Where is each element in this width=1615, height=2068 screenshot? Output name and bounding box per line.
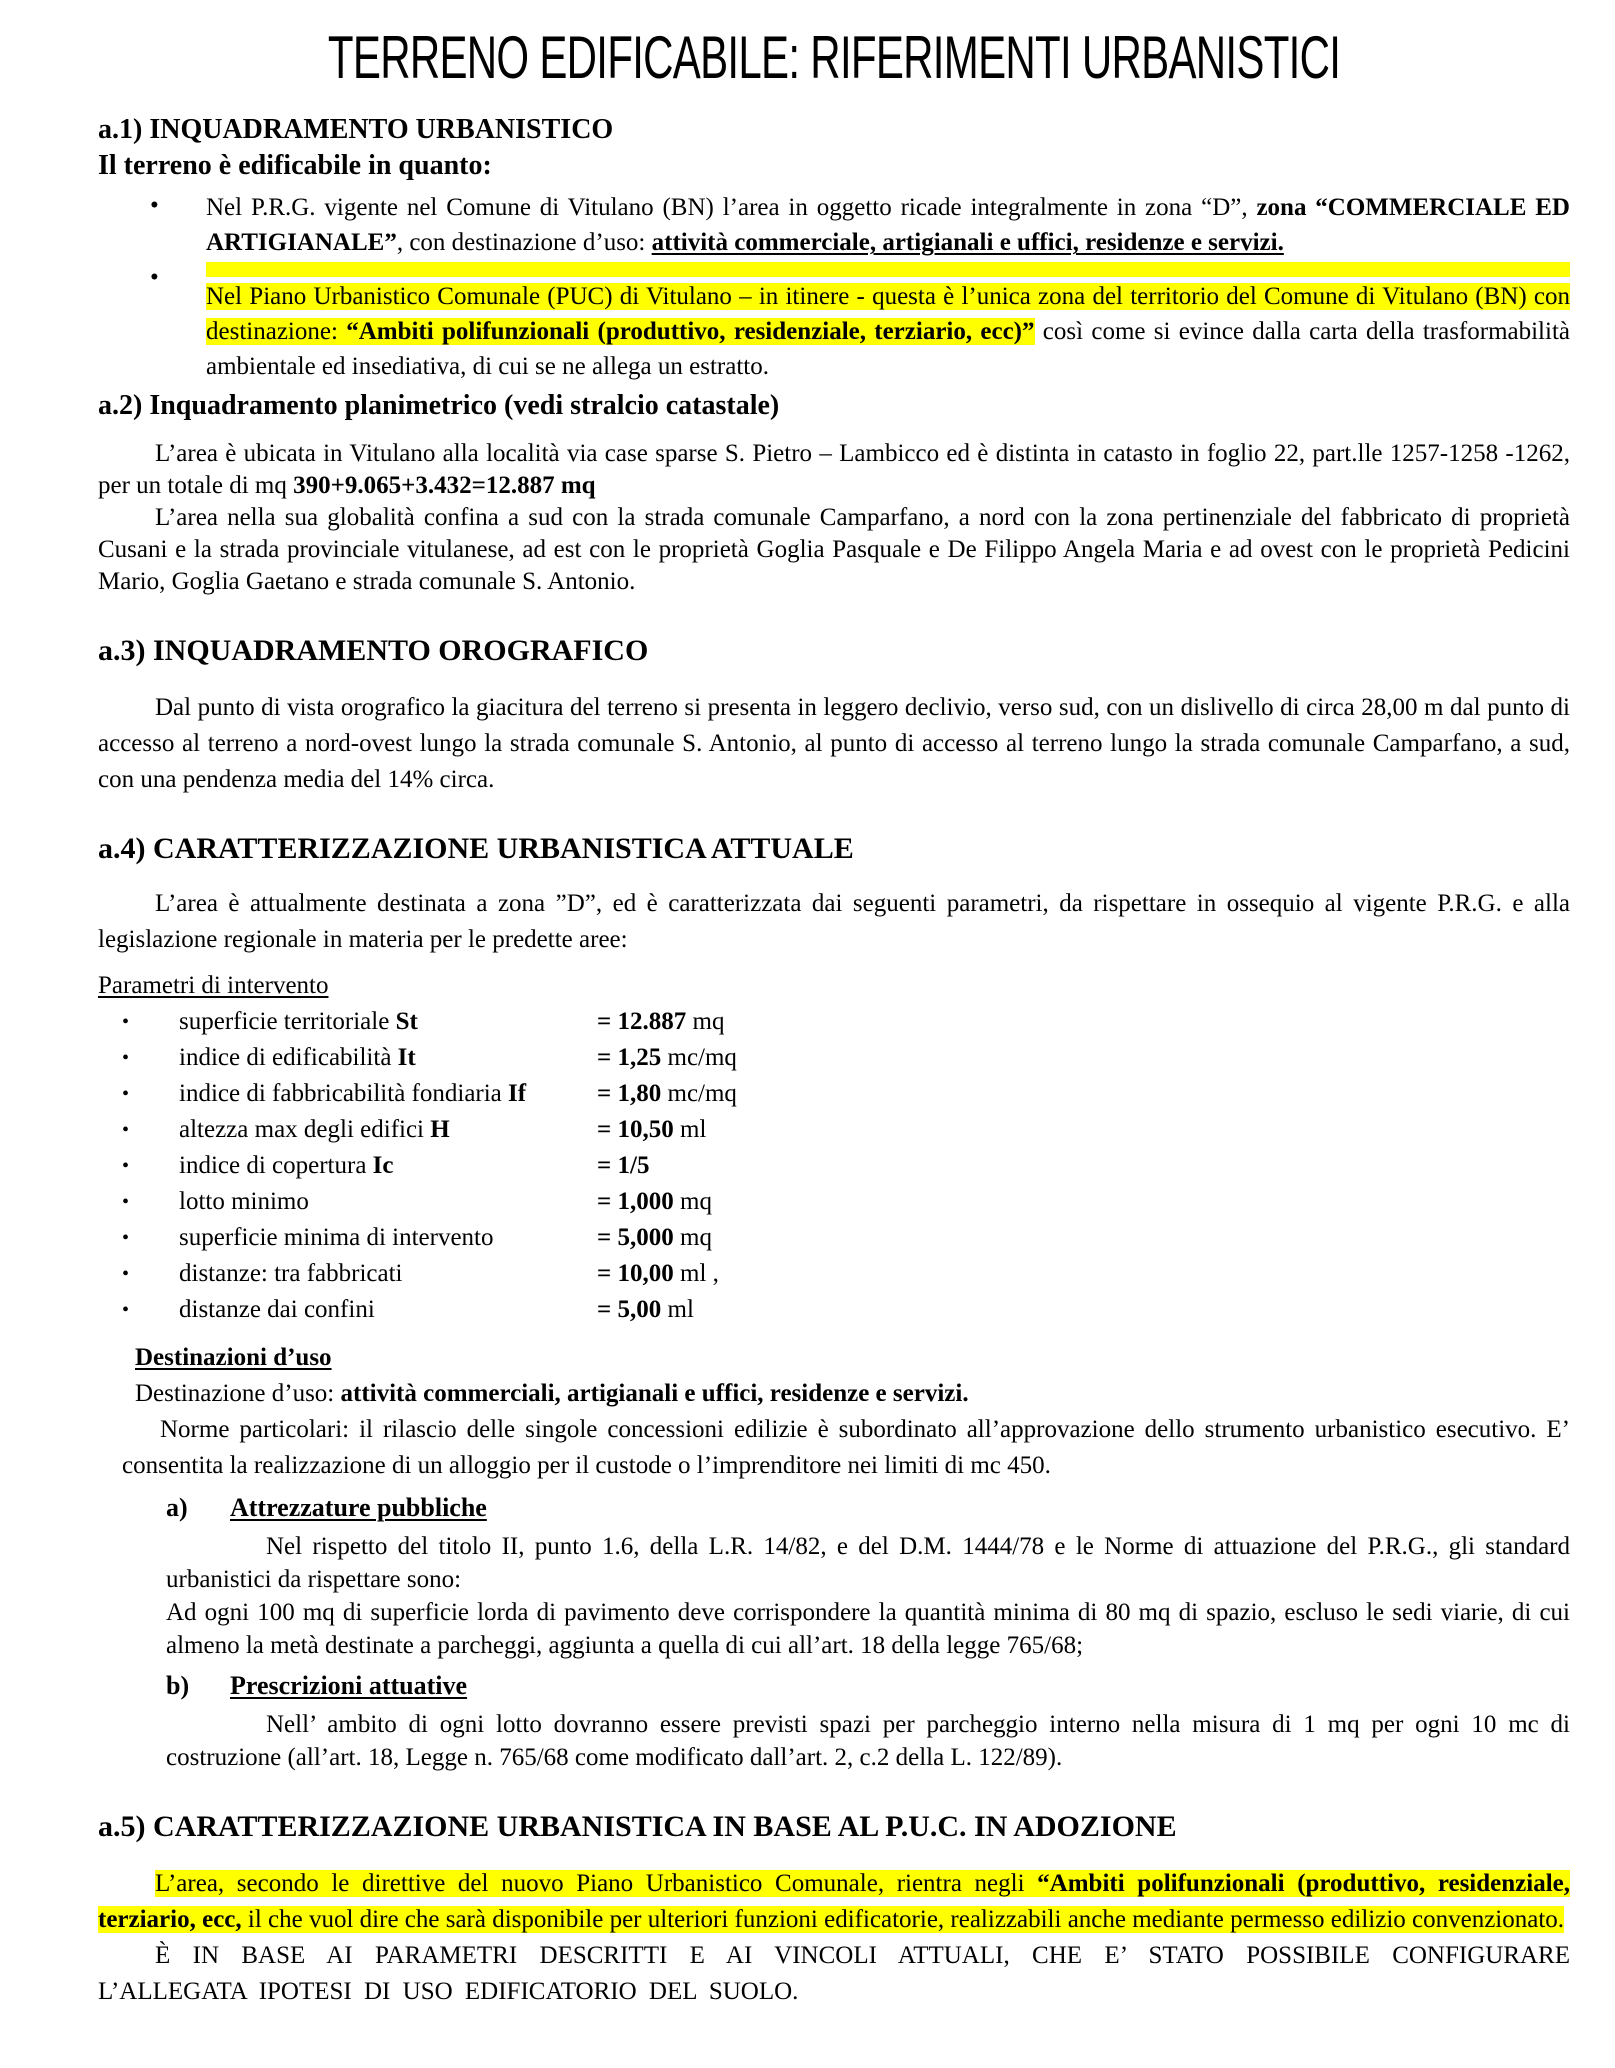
heading-a4 (98, 830, 1570, 868)
label-parametri (98, 968, 1570, 1004)
text-segment: = 1,25 (597, 1044, 662, 1071)
para-ubicazione (98, 438, 1570, 502)
document-title-wrap (98, 26, 1570, 90)
text-segment: attività commerciale, artigianali e uffici, residenze e servizi. (651, 229, 1284, 256)
text-segment: zona “COMMERCIALE ED ARTIGIANALE” (206, 194, 1570, 256)
para-destinazione (135, 1376, 1570, 1412)
text-segment: superficie minima di intervento (179, 1224, 494, 1251)
param-label (179, 1292, 597, 1328)
param-label (179, 1220, 597, 1256)
text-segment: It (397, 1044, 416, 1071)
param-label (179, 1184, 597, 1220)
bullet-marker: • (122, 1227, 130, 1249)
text-segment: a.4) CARATTERIZZAZIONE URBANISTICA ATTUALE (98, 832, 854, 865)
text-segment: mc/mq (661, 1080, 737, 1107)
text-segment: indice di edificabilità (179, 1044, 398, 1071)
text-segment: Dal punto di vista orografico la giacitura del terreno si presenta in leggero declivio, verso sud, con un dislivello di circa 28,00 m dal punto di accesso al terreno a nord-ovest lungo la strada comunale S. Antonio, al punto di accesso al terreno lungo la strada comunale Camparfano, a sud, con una pendenza media del 14% circa. (98, 694, 1570, 793)
bullet-puc (98, 262, 1570, 384)
para-parametri-intro (98, 886, 1570, 958)
para-conclusione (98, 1938, 1570, 2010)
param-value (597, 1044, 737, 1071)
param-value (597, 1260, 719, 1287)
param-label (179, 1004, 597, 1040)
text-segment: “Ambiti polifunzionali (produttivo, residenziale, terziario, ecc, (98, 1870, 1570, 1933)
text-segment: H (430, 1116, 450, 1143)
text-segment: Il terreno è edificabile in quanto: (98, 150, 492, 181)
text-segment: Nel P.R.G. vigente nel Comune di Vitulano (BN) l’area in oggetto ricade integralmente in zona “D”, (206, 194, 1257, 221)
text-segment: , con destinazione d’uso: (396, 229, 652, 256)
text-segment: a.1) INQUADRAMENTO URBANISTICO (98, 114, 614, 145)
text-segment: Nel Piano Urbanistico Comunale (PUC) di Vitulano – in itinere - questa è l’unica zona del territorio del Comune di Vitulano (BN) con destinazione: (206, 283, 1570, 345)
text-segment: mq (686, 1008, 725, 1035)
text-segment: = 10,00 (597, 1260, 674, 1287)
document-body (98, 112, 1570, 2010)
bullet-marker: • (150, 192, 159, 219)
text-segment: Norme particolari: il rilascio delle singole concessioni edilizie è subordinato all’approvazione dello strumento urbanistico esecutivo. E’ consentita la realizzazione di un alloggio per il custode o l’imprenditore nei limiti di mc 450. (122, 1416, 1570, 1479)
bullet-marker: • (122, 1119, 130, 1141)
param-value (597, 1116, 706, 1143)
text-segment: ml (673, 1116, 707, 1143)
text-segment: = 12.887 (597, 1008, 687, 1035)
intro-line (98, 148, 1570, 184)
param-dist-confini (98, 1292, 1570, 1328)
heading-a1 (98, 112, 1570, 148)
text-segment: a.5) CARATTERIZZAZIONE URBANISTICA IN BASE AL P.U.C. IN ADOZIONE (98, 1810, 1177, 1843)
text-segment: distanze dai confini (179, 1296, 375, 1323)
bullet-marker: • (122, 1263, 130, 1285)
para-puc-adozione (98, 1866, 1570, 1938)
bullet-marker: • (122, 1047, 130, 1069)
text-segment: = 5,000 (597, 1224, 674, 1251)
param-value (597, 1188, 712, 1215)
subheading-b (98, 1668, 1570, 1704)
text-segment: mc/mq (661, 1044, 737, 1071)
text-segment: a.2) Inquadramento planimetrico (98, 390, 504, 421)
text-segment: a.3) INQUADRAMENTO OROGRAFICO (98, 634, 649, 667)
text-segment: “Ambiti polifunzionali (produttivo, residenziale, terziario, ecc)” (346, 318, 1035, 345)
text-segment: St (395, 1008, 418, 1035)
para-parcheggi (166, 1708, 1570, 1774)
text-segment: = 10,50 (597, 1116, 674, 1143)
text-segment: altezza max degli edifici (179, 1116, 431, 1143)
highlight-gap (206, 262, 1570, 277)
label-destinazioni (135, 1340, 1570, 1376)
text-segment: Destinazione d’uso: (135, 1380, 341, 1407)
param-lotto (98, 1184, 1570, 1220)
text-segment: mq (673, 1188, 712, 1215)
param-if (98, 1076, 1570, 1112)
document-title: TERRENO EDIFICABILE: RIFERIMENTI URBANISTICI (327, 24, 1341, 91)
text-segment: lotto minimo (179, 1188, 309, 1215)
param-value (597, 1080, 737, 1107)
heading-a5 (98, 1808, 1570, 1846)
param-label (179, 1040, 597, 1076)
text-segment: il che vuol dire che sarà disponibile per ulteriori funzioni edificatorie, realizzabili anche mediante permesso edilizio convenzionato. (241, 1906, 1565, 1933)
bullet-prg (98, 190, 1570, 260)
text-segment: indice di copertura (179, 1152, 373, 1179)
text-segment: distanze: tra fabbricati (179, 1260, 403, 1287)
text-segment: Parametri di intervento (98, 972, 329, 999)
text-segment: così come si evince dalla carta della trasformabilità ambientale ed insediativa, di cui se ne allega un estratto. (206, 318, 1570, 380)
heading-a2 (98, 388, 1570, 424)
param-label (179, 1076, 597, 1112)
list-marker: b) (166, 1671, 190, 1700)
bullet-marker: • (122, 1155, 130, 1177)
text-segment: L’area è attualmente destinata a zona ”D”, ed è caratterizzata dai seguenti parametri, da rispettare in ossequio al vigente P.R.G. e alla legislazione regionale in materia per le predette aree: (98, 890, 1570, 953)
para-norme (122, 1412, 1570, 1484)
param-label (179, 1256, 597, 1292)
text-segment: L’area, secondo le direttive del nuovo Piano Urbanistico Comunale, rientra negli (155, 1870, 1038, 1897)
list-marker: a) (166, 1493, 188, 1522)
text-segment: indice di fabbricabilità fondiaria (179, 1080, 509, 1107)
bullet-marker: • (150, 264, 159, 291)
text-segment: Nell’ ambito di ogni lotto dovranno essere previsti spazi per parcheggio interno nella misura di 1 mq per ogni 10 mc di costruzione (all’art. 18, Legge n. 765/68 come modificato dall’art. 2, c.2 della L. 122/89). (166, 1711, 1570, 1771)
param-value (597, 1152, 649, 1179)
bullet-marker: • (122, 1299, 130, 1321)
para-standard (166, 1530, 1570, 1596)
text-segment: superficie territoriale (179, 1008, 396, 1035)
text-segment: If (508, 1080, 527, 1107)
param-value (597, 1008, 724, 1035)
bullet-marker: • (122, 1191, 130, 1213)
subheading-a (98, 1490, 1570, 1526)
param-label (179, 1148, 597, 1184)
text-segment: Attrezzature pubbliche (230, 1493, 487, 1522)
param-it (98, 1040, 1570, 1076)
param-value (597, 1296, 694, 1323)
para-orografia (98, 690, 1570, 798)
text-segment: ml (661, 1296, 694, 1323)
text-segment: Prescrizioni attuative (230, 1671, 468, 1700)
para-confini (98, 502, 1570, 598)
text-segment: = 1/5 (597, 1152, 650, 1179)
param-value (597, 1224, 712, 1251)
param-label (179, 1112, 597, 1148)
text-segment: Ad ogni 100 mq di superficie lorda di pavimento deve corrispondere la quantità minima di 80 mq di spazio, escluso le sedi viarie, di cui almeno la metà destinate a parcheggi, aggiunta a quella di cui all’art. 18 della legge 765/68; (166, 1599, 1570, 1659)
param-st (98, 1004, 1570, 1040)
param-ic (98, 1148, 1570, 1184)
para-spazi (166, 1596, 1570, 1662)
text-segment: L’area è ubicata in Vitulano alla località via case sparse S. Pietro – Lambicco ed è distinta in catasto in foglio 22, part.lle 1257-1258 -1262, per un totale di mq (98, 440, 1570, 499)
text-segment: = 1,000 (597, 1188, 674, 1215)
param-sup-min (98, 1220, 1570, 1256)
param-h (98, 1112, 1570, 1148)
bullet-marker: • (122, 1011, 130, 1033)
text-segment: ml , (673, 1260, 719, 1287)
text-segment: attività commerciali, artigianali e uffici, residenze e servizi. (340, 1380, 969, 1407)
text-segment: = 1,80 (597, 1080, 662, 1107)
text-segment: = 5,00 (597, 1296, 662, 1323)
text-segment: mq (673, 1224, 712, 1251)
text-segment: Nel rispetto del titolo II, punto 1.6, della L.R. 14/82, e del D.M. 1444/78 e le Norme di attuazione del P.R.G., gli standard urbanistici da rispettare sono: (166, 1533, 1570, 1593)
bullet-text (206, 190, 1570, 260)
text-segment: 390+9.065+3.432=12.887 mq (293, 472, 596, 499)
text-segment: (vedi stralcio catastale) (504, 390, 780, 421)
text-segment: L’area nella sua globalità confina a sud con la strada comunale Camparfano, a nord con la zona pertinenziale del fabbricato di proprietà Cusani e la strada provinciale vitulanese, ad est con le proprietà Goglia Pasquale e De Filippo Angela Maria e ad ovest con le proprietà Pedicini Mario, Goglia Gaetano e strada comunale S. Antonio. (98, 504, 1570, 595)
param-dist-fabbricati (98, 1256, 1570, 1292)
text-segment: Ic (372, 1152, 394, 1179)
text-segment: Destinazioni d’uso (135, 1344, 332, 1371)
text-segment: È IN BASE AI PARAMETRI DESCRITTI E AI VINCOLI ATTUALI, CHE E’ STATO POSSIBILE CONFIGURARE L’ALLEGATA IPOTESI DI USO EDIFICATORIO DEL SUOLO. (98, 1942, 1570, 2005)
heading-a3 (98, 632, 1570, 670)
bullet-marker: • (122, 1083, 130, 1105)
bullet-text (206, 279, 1570, 384)
